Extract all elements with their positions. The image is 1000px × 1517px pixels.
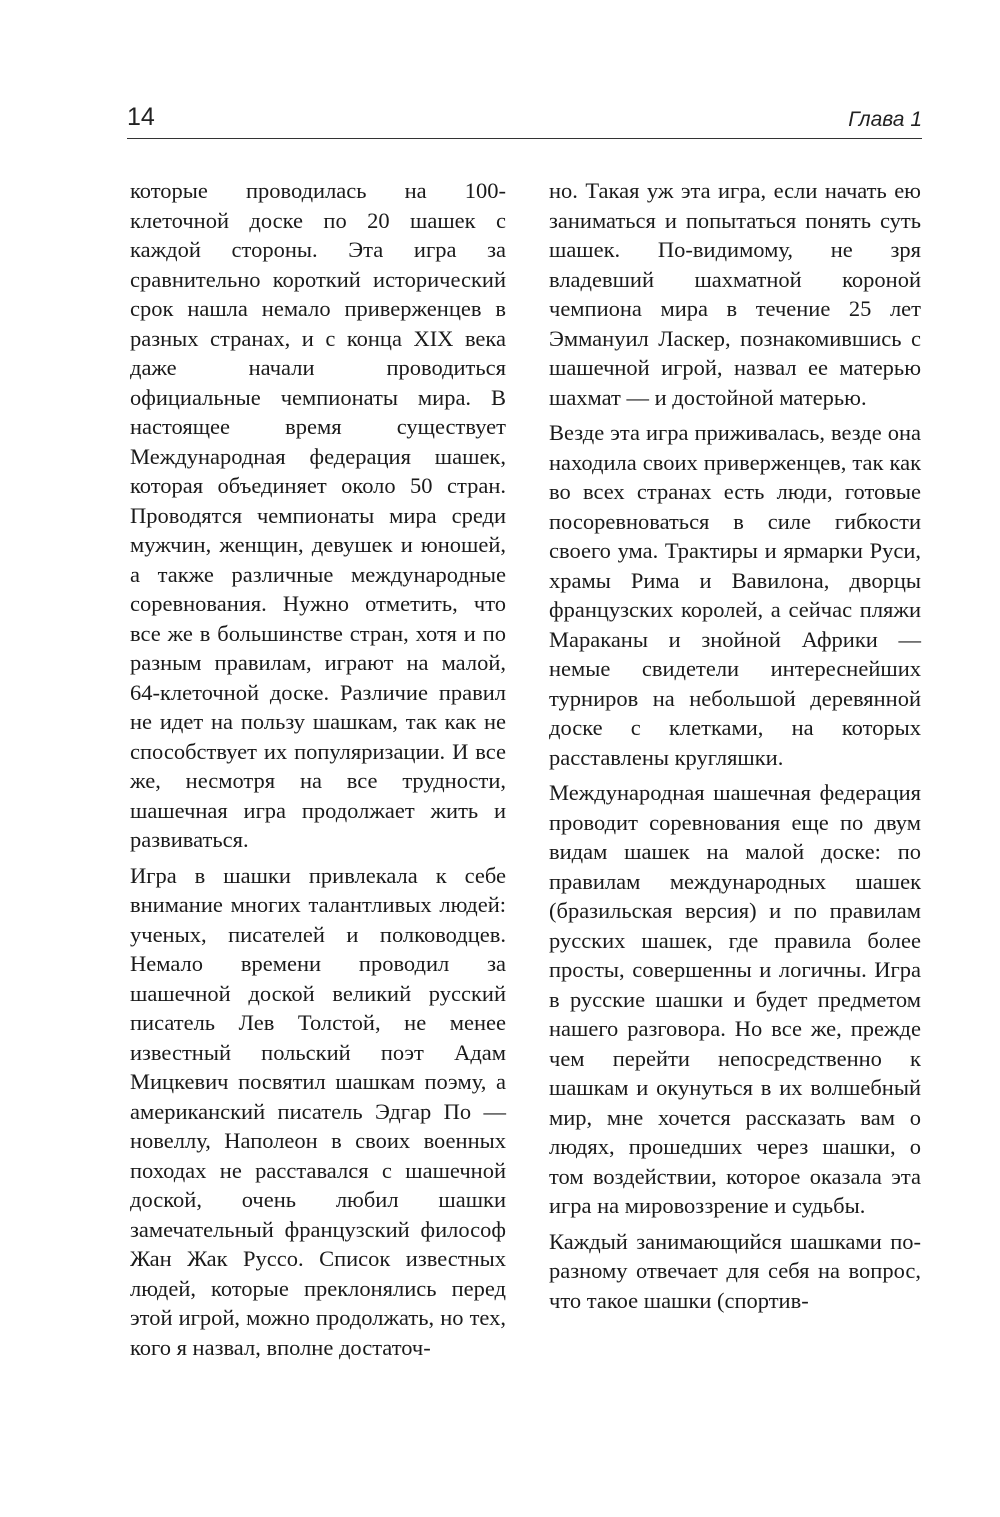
paragraph: которые проводилась на 100-клеточной доске по 20 шашек с каждой стороны. Эта игра за сравнительно короткий исторический срок нашла немало приверженцев в разных странах, и с конца XIX века даже начали проводиться официальные чемпионаты мира. В настоящее время существует Международная федерация шашек, которая объединяет около 50 стран. Проводятся чемпионаты мира среди мужчин, женщин, девушек и юношей, а также различные международные соревнования. Нужно отметить, что все же в большинстве стран, хотя и по разным правилам, играют на малой, 64-клеточной доске. Различие правил не идет на пользу шашкам, так как не способствует их популяризации. И все же, несмотря на все трудности, шашечная игра продолжает жить и развиваться. bbox=[130, 178, 506, 852]
paragraph: но. Такая уж эта игра, если начать ею заниматься и попытаться понять суть шашек. По-видимому, не зря владевший шахматной короной чемпиона мира в течение 25 лет Эммануил Ласкер, познакомившись с шашечной игрой, назвал ее матерью шахмат — и достойной матерью. bbox=[549, 178, 921, 410]
page-number: 14 bbox=[127, 103, 155, 131]
text-column-right bbox=[549, 176, 921, 1315]
paragraph: Везде эта игра приживалась, везде она находила своих приверженцев, так как во всех странах есть люди, готовые посоревноваться в силе гибкости своего ума. Трактиры и ярмарки Руси, храмы Рима и Вавилона, дворцы французских королей, а сейчас пляжи Мараканы и знойной Африки — немые свидетели интереснейших турниров на небольшой деревянной доске с клетками, на которых расставлены кругляшки. bbox=[549, 420, 921, 770]
running-header bbox=[127, 104, 922, 139]
paragraph: Игра в шашки привлекала к себе внимание многих талантливых людей: ученых, писателей и полководцев. Немало времени проводил за шашечной доской великий русский писатель Лев Толстой, не менее известный польский поэт Адам Мицкевич посвятил шашкам поэму, а американский писатель Эдгар По — новеллу, Наполеон в своих военных походах не расставался с шашечной доской, очень любил шашки замечательный французский философ Жан Жак Руссо. Список известных людей, которые преклонялись перед этой игрой, можно продолжать, но тех, кого я назвал, вполне достаточ- bbox=[130, 862, 506, 1360]
paragraph: Каждый занимающийся шашками по-разному отвечает для себя на вопрос, что такое шашки (спортив- bbox=[549, 1228, 921, 1313]
text-column-left bbox=[130, 176, 506, 1362]
paragraph: Международная шашечная федерация проводит соревнования еще по двум видам шашек на малой доске: по правилам международных шашек (бразильская версия) и по правилам русских шашек, где правила более просты, совершенны и логичны. Игра в русские шашки и будет предметом нашего разговора. Но все же, прежде чем перейти непосредственно к шашкам и окунуться в их волшебный мир, мне хочется рассказать вам о людях, прошедших через шашки, о том воздействии, которое оказала эта игра на мировоззрение и судьбы. bbox=[549, 780, 921, 1218]
chapter-title: Глава 1 bbox=[848, 108, 922, 131]
